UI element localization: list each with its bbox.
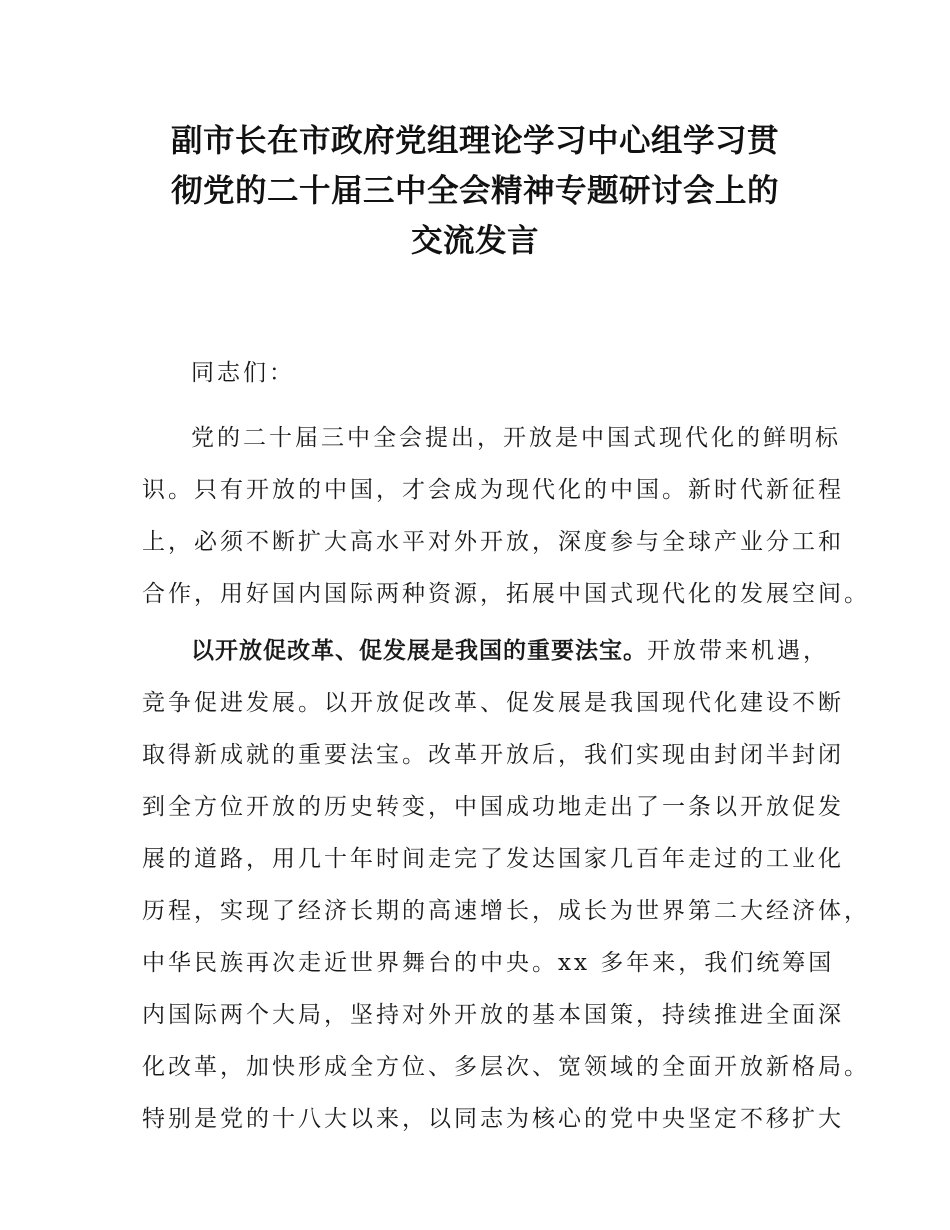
paragraph-line: 竞争促进发展。以开放促改革、促发展是我国现代化建设不断: [142, 690, 844, 716]
title-line: 副市长在市政府党组理论学习中心组学习贯: [170, 123, 779, 159]
paragraph-line: 合作，用好国内国际两种资源，拓展中国式现代化的发展空间。: [142, 581, 870, 607]
paragraph-line: 识。只有开放的中国，才会成为现代化的中国。新时代新征程: [142, 477, 844, 503]
salutation-block: [142, 347, 822, 399]
paragraph-line: 特别是党的十八大以来，以同志为核心的党中央坚定不移扩大: [142, 1106, 844, 1132]
document-title: [140, 116, 810, 266]
salutation: 同志们：: [191, 360, 295, 386]
paragraph-line: 历程，实现了经济长期的高速增长，成长为世界第二大经济体，: [142, 898, 870, 924]
paragraph-line: 取得新成就的重要法宝。改革开放后，我们实现由封闭半封闭: [142, 742, 844, 768]
paragraph-line: 内国际两个大局，坚持对外开放的基本国策，持续推进全面深: [142, 1002, 844, 1028]
paragraph-heading-rest: 开放带来机遇，: [647, 638, 829, 664]
paragraph-line: 党的二十届三中全会提出，开放是中国式现代化的鲜明标: [191, 425, 841, 451]
paragraph-2: [142, 625, 870, 1145]
title-line: 交流发言: [410, 223, 539, 259]
paragraph-line: 化改革，加快形成全方位、多层次、宽领域的全面开放新格局。: [142, 1054, 870, 1080]
paragraph-1: [142, 412, 870, 620]
paragraph-heading: 以开放促改革、促发展是我国的重要法宝。: [191, 638, 647, 664]
paragraph-first-line: [142, 625, 829, 677]
title-line: 彻党的二十届三中全会精神专题研讨会上的: [170, 173, 779, 209]
paragraph-line: 到全方位开放的历史转变，中国成功地走出了一条以开放促发: [142, 794, 844, 820]
paragraph-line: 上，必须不断扩大高水平对外开放，深度参与全球产业分工和: [142, 529, 844, 555]
paragraph-line: 中华民族再次走近世界舞台的中央。xx 多年来，我们统筹国: [142, 950, 835, 976]
paragraph-line: 展的道路，用几十年时间走完了发达国家几百年走过的工业化: [142, 846, 844, 872]
